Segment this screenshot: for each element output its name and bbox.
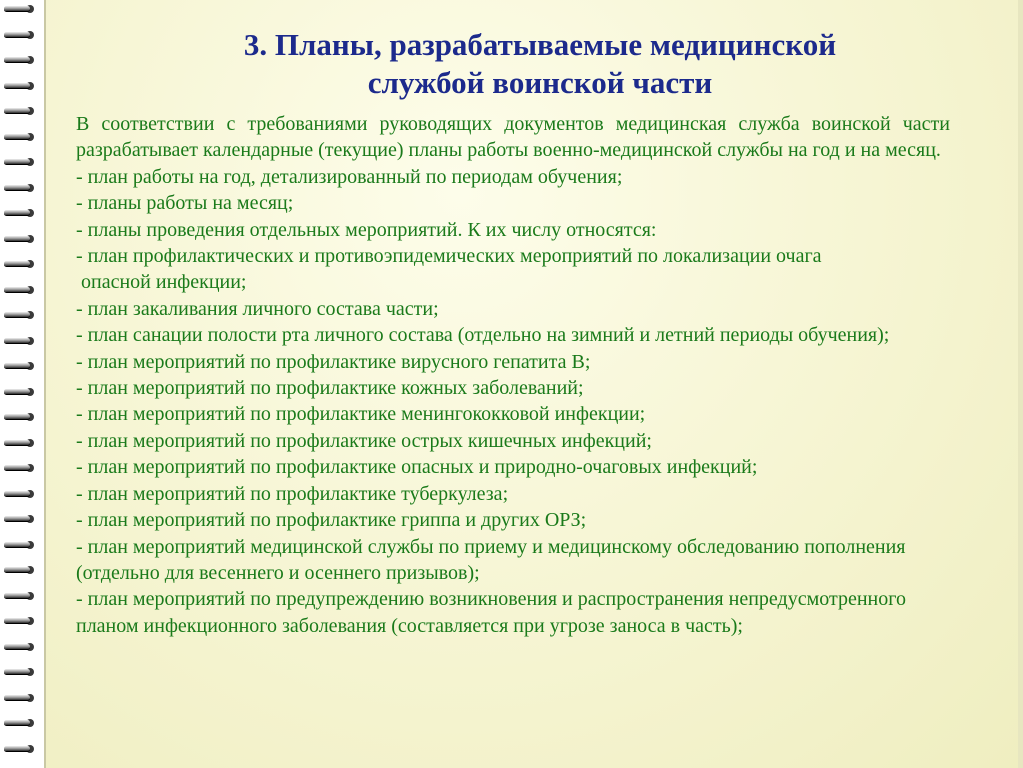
binding-ring-icon [4,234,34,244]
list-item: - план мероприятий по профилактике вирусного гепатита В; [76,350,591,373]
binding-ring-icon [4,565,34,575]
binding-ring-icon [4,744,34,754]
binding-ring-icon [4,259,34,269]
slide-body [76,111,950,639]
title-line-1: 3. Планы, разрабатываемые медицинской [243,27,837,62]
sheet-edge [44,0,46,768]
binding-ring-icon [4,540,34,550]
list-item: опасной инфекции; [76,271,247,294]
binding-ring-icon [4,387,34,397]
intro-paragraph: В соответствии с требованиями руководящих документов медицинская служба воинской части разрабатывает календарные (текущие) планы работы военно-медицинской службы на год и на месяц. [76,113,950,162]
binding-ring-icon [4,463,34,473]
binding-ring-icon [4,489,34,499]
binding-ring-icon [4,514,34,524]
binding-ring-icon [4,412,34,422]
page-title [60,26,1020,102]
list-item: - план мероприятий по профилактике острых кишечных инфекций; [76,429,652,452]
list-item: - планы проведения отдельных мероприятий. К их числу относятся: [76,218,657,241]
binding-ring-icon [4,285,34,295]
binding-ring-icon [4,81,34,91]
binding-ring-icon [4,667,34,677]
sheet-right-edge [1018,0,1023,768]
binding-ring-icon [4,106,34,116]
binding-ring-icon [4,642,34,652]
binding-ring-icon [4,438,34,448]
list-item: - план закаливания личного состава части; [76,297,439,320]
list-item: - план мероприятий по профилактике опасных и природно-очаговых инфекций; [76,456,758,479]
list-item: - план профилактических и противоэпидемических мероприятий по локализации очага [76,245,822,268]
binding-ring-icon [4,208,34,218]
list-item: - план мероприятий по профилактике гриппа и других ОРЗ; [76,509,587,532]
binding-ring-icon [4,310,34,320]
list-item: - план работы на год, детализированный по периодам обучения; [76,165,623,188]
list-item: - план мероприятий медицинской службы по приему и медицинскому обследованию пополнения (отдельно для весеннего и осеннего призывов); [76,535,906,584]
binding-ring-icon [4,183,34,193]
list-item: - план мероприятий по профилактике туберкулеза; [76,482,509,505]
binding-ring-icon [4,591,34,601]
binding-ring-icon [4,157,34,167]
binding-ring-icon [4,616,34,626]
title-line-2: службой воинской части [367,65,713,100]
list-item: - план мероприятий по предупреждению возникновения и распространения непредусмотренного планом инфекционного заболевания (составляется при угрозе заноса в часть); [76,588,906,637]
binding-ring-icon [4,132,34,142]
binding-ring-icon [4,30,34,40]
list-item: - план санации полости рта личного состава (отдельно на зимний и летний периоды обучения); [76,324,890,347]
list-item: - план мероприятий по профилактике менингококковой инфекции; [76,403,646,426]
list-item: - план мероприятий по профилактике кожных заболеваний; [76,377,584,400]
list-item: - планы работы на месяц; [76,192,294,215]
binding-ring-icon [4,361,34,371]
binding-ring-icon [4,4,34,14]
binding-ring-icon [4,693,34,703]
binding-ring-icon [4,55,34,65]
binding-ring-icon [4,336,34,346]
binding-ring-icon [4,718,34,728]
spiral-binding-icon [0,0,44,768]
